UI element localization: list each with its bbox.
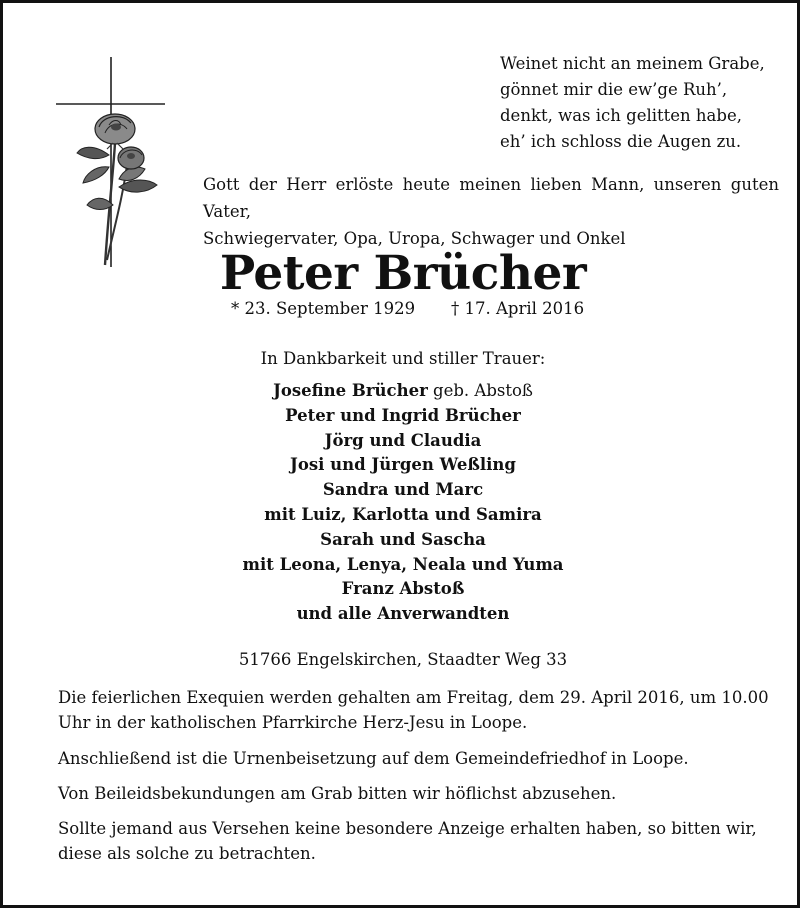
mourner-line: mit Leona, Lenya, Neala und Yuma xyxy=(242,554,564,574)
mourner-line: Josi und Jürgen Weßling xyxy=(290,455,516,475)
notice-paragraph: Sollte jemand aus Versehen keine besondere Anzeige erhalten haben, so bitten wir, diese als solche zu betrachten. xyxy=(58,819,757,863)
intro-text xyxy=(203,171,779,252)
mourner-line: mit Luiz, Karlotta und Samira xyxy=(264,504,542,524)
cross-with-rose-icon xyxy=(53,55,169,269)
poem xyxy=(500,51,790,155)
mourner-line: Franz Abstoß xyxy=(341,579,465,599)
poem-line: Weinet nicht an meinem Grabe, xyxy=(500,54,765,73)
death-date: † 17. April 2016 xyxy=(451,299,585,318)
mourner-line: Jörg und Claudia xyxy=(324,430,482,450)
mourner-line: Sarah und Sascha xyxy=(320,529,486,549)
mourning-heading: In Dankbarkeit und stiller Trauer: xyxy=(260,349,546,368)
poem-line: gönnet mir die ew’ge Ruh’, xyxy=(500,80,728,99)
mourner-line xyxy=(3,379,800,404)
mourner-line: Peter und Ingrid Brücher xyxy=(285,405,521,425)
funeral-mass-paragraph: Die feierlichen Exequien werden gehalten am Freitag, dem 29. April 2016, um 10.00 Uhr in der katholischen Pfarrkirche Herz-Jesu in Loope. xyxy=(58,688,769,732)
intro-line: Schwiegervater, Opa, Uropa, Schwager und Onkel xyxy=(203,229,626,248)
mourners-list xyxy=(3,379,800,627)
mourner-name: Josefine Brücher xyxy=(273,381,428,400)
poem-line: denkt, was ich gelitten habe, xyxy=(500,106,742,125)
deceased-name: Peter Brücher xyxy=(219,246,587,301)
mourner-maiden-name: geb. Abstoß xyxy=(427,381,533,400)
poem-line: eh’ ich schloss die Augen zu. xyxy=(500,132,742,151)
mourner-line: Sandra und Marc xyxy=(322,480,484,500)
address: 51766 Engelskirchen, Staadter Weg 33 xyxy=(238,650,568,669)
birth-date: * 23. September 1929 xyxy=(231,299,416,318)
intro-line: Gott der Herr erlöste heute meinen lieben Mann, unseren guten Vater, xyxy=(203,175,779,221)
condolences-paragraph: Von Beileidsbekundungen am Grab bitten wir höflichst abzusehen. xyxy=(58,784,617,803)
urn-burial-paragraph: Anschließend ist die Urnenbeisetzung auf dem Gemeindefriedhof in Loope. xyxy=(58,749,689,768)
mourner-line: und alle Anverwandten xyxy=(296,604,510,624)
